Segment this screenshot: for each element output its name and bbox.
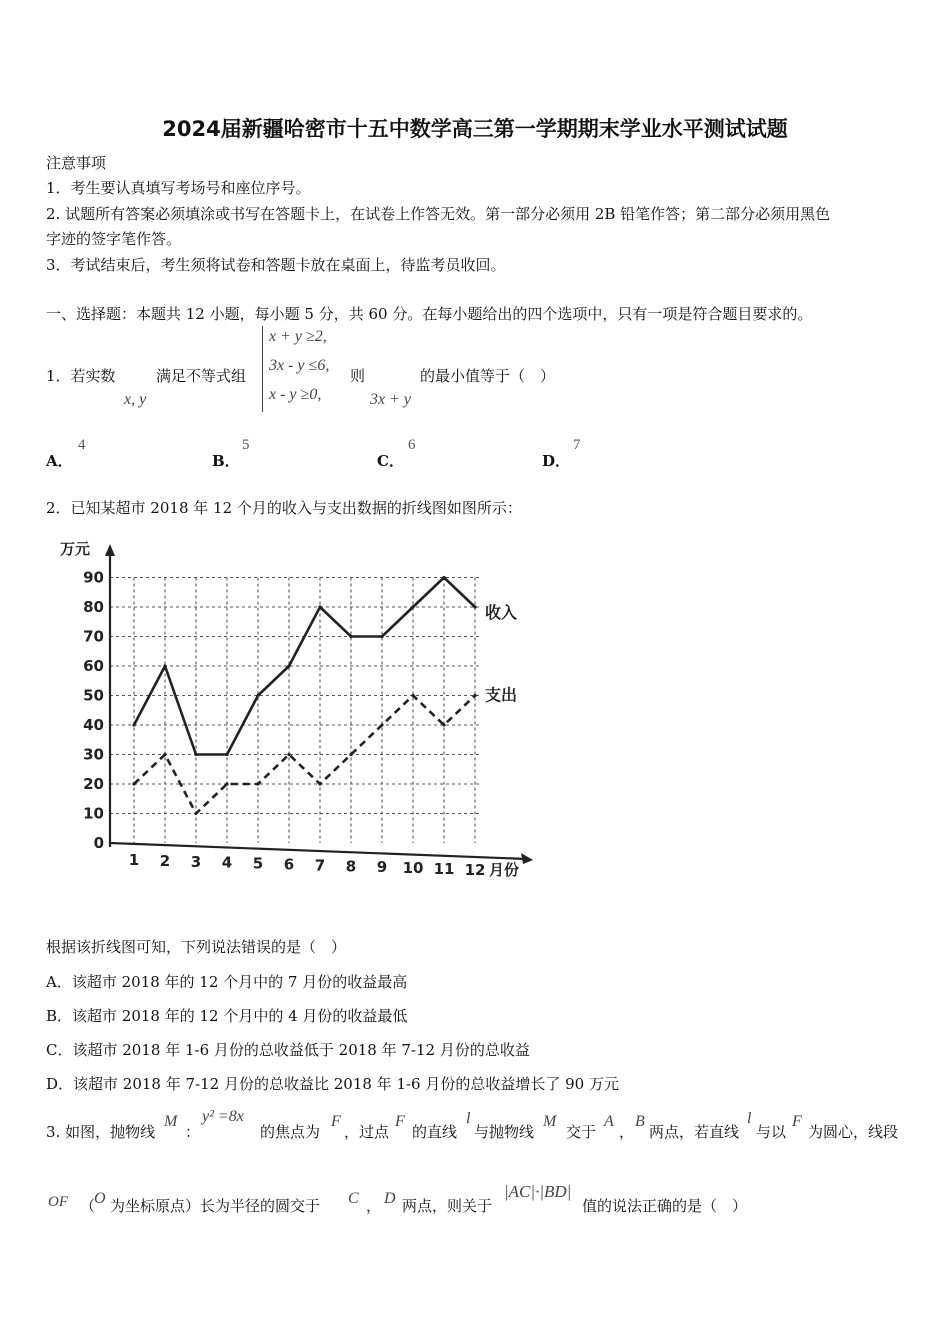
q3-var-c: C [348, 1190, 359, 1207]
section-heading: 一、选择题：本题共 12 小题，每小题 5 分，共 60 分。在每小题给出的四个选项中，只有一项是符合题目要求的。 [46, 305, 813, 323]
q1-option-c-letter: C． [377, 452, 404, 470]
x-tick-label: 3 [190, 852, 202, 871]
y-tick-label: 0 [93, 834, 104, 852]
data-point-income [318, 605, 321, 608]
notice-item-2-cont: 字迹的签字笔作答。 [46, 230, 182, 248]
q3-segment-of: OF [48, 1194, 68, 1210]
data-point-income [287, 664, 290, 667]
q1-option-b-letter: B． [212, 452, 240, 470]
q3-text-1: 3. 如图，抛物线 [46, 1123, 156, 1141]
q3-text-2: 的焦点为 [260, 1123, 321, 1141]
q2-option-c: C．该超市 2018 年 1-6 月份的总收益低于 2018 年 7-12 月份的总收益 [46, 1041, 530, 1059]
data-point-income [473, 605, 476, 608]
y-tick-label: 80 [83, 598, 104, 616]
legend-label-income: 收入 [485, 603, 518, 622]
notice-item-1: 1．考生要认真填写考场号和座位序号。 [46, 179, 311, 197]
data-point-expense [194, 812, 197, 815]
q3-var-f-3: F [792, 1113, 802, 1130]
x-tick-label: 5 [252, 854, 264, 873]
q3-var-o: O [94, 1190, 106, 1207]
q3-text-8: 与以 [756, 1123, 787, 1141]
q1-then: 则 [350, 367, 366, 385]
q1-mid: 满足不等式组 [156, 367, 247, 385]
q3-var-a: A [604, 1113, 614, 1130]
x-axis-arrow [521, 853, 533, 864]
x-tick-label: 1 [128, 851, 140, 869]
y-tick-label: 50 [83, 686, 104, 705]
notice-heading: 注意事项 [46, 154, 107, 172]
q3-text-13: 值的说法正确的是（ ） [582, 1197, 748, 1215]
x-tick-label: 6 [283, 855, 295, 874]
y-axis-title: 万元 [60, 540, 91, 558]
data-point-expense [163, 753, 166, 756]
q2-option-d: D．该超市 2018 年 7-12 月份的总收益比 2018 年 1-6 月份的总收益增长了 90 万元 [46, 1075, 619, 1093]
data-point-income [194, 753, 197, 756]
q3-var-b: B [635, 1113, 645, 1130]
x-tick-label: 2 [159, 851, 171, 870]
q1-inequality-system [262, 326, 351, 412]
data-point-income [442, 576, 445, 579]
q3-var-m-2: M [543, 1113, 557, 1130]
y-tick-label: 10 [83, 804, 104, 823]
q2-stem: 2．已知某超市 2018 年 12 个月的收入与支出数据的折线图如图所示： [46, 499, 522, 517]
legend-label-expense: 支出 [485, 685, 518, 705]
q1-ineq-1: x + y ≥2, [269, 328, 327, 345]
q1-option-d-letter: D． [542, 452, 571, 470]
data-point-expense [225, 782, 228, 785]
q3-text-5: 与抛物线 [474, 1123, 535, 1141]
y-tick-label: 60 [83, 657, 104, 675]
x-tick-label: 10 [402, 859, 424, 878]
q3-var-l-2: l [747, 1110, 752, 1127]
data-point-expense [380, 723, 383, 726]
q3-var-f: F [331, 1113, 341, 1130]
x-tick-label: 9 [376, 858, 388, 877]
q3-text-7: 两点，若直线 [649, 1123, 740, 1141]
q1-option-a-value: 4 [78, 437, 86, 453]
x-axis-title: 月份 [489, 861, 520, 879]
data-point-expense [287, 753, 290, 756]
data-point-income [380, 635, 383, 638]
q1-option-d-value: 7 [573, 437, 581, 453]
q3-colon: ： [185, 1123, 201, 1141]
data-point-expense [442, 723, 445, 726]
q3-text-11: 为坐标原点）长为半径的圆交于 [110, 1197, 321, 1215]
q2-option-b: B．该超市 2018 年的 12 个月中的 4 月份的收益最低 [46, 1007, 408, 1025]
y-tick-label: 70 [83, 627, 104, 646]
x-tick-label: 8 [345, 857, 357, 876]
data-point-expense [349, 753, 352, 756]
data-point-income [256, 694, 259, 697]
page-title: 2024届新疆哈密市十五中数学高三第一学期期末学业水平测试试题 [162, 117, 788, 141]
q3-text-12: 两点，则关于 [402, 1197, 493, 1215]
q3-var-f-2: F [395, 1113, 405, 1130]
income-expense-line-chart [52, 532, 542, 887]
q1-ineq-2: 3x - y ≤6, [269, 357, 330, 374]
q3-var-m: M [164, 1113, 178, 1130]
q1-option-a-letter: A． [46, 452, 73, 470]
y-tick-label: 90 [83, 568, 104, 587]
q1-ineq-3: x - y ≥0, [269, 386, 322, 403]
notice-item-2: 2. 试题所有答案必须填涂或书写在答题卡上，在试卷上作答无效。第一部分必须用 2B 铅笔作答；第二部分必须用黑色 [46, 205, 831, 223]
q3-comma-2: ， [366, 1197, 382, 1215]
q3-text-3: ，过点 [344, 1123, 390, 1141]
q1-suffix: 的最小值等于（ ） [420, 367, 556, 385]
x-tick-label: 7 [314, 856, 326, 875]
q3-text-6: 交于 [566, 1123, 597, 1141]
q3-var-d: D [384, 1190, 396, 1207]
x-tick-label: 12 [464, 860, 486, 879]
q1-expression: 3x + y [370, 391, 411, 408]
q3-product-expression: |AC|·|BD| [504, 1182, 572, 1201]
q3-text-10: （ [80, 1197, 96, 1215]
x-tick-label: 4 [221, 853, 233, 872]
data-point-income [163, 664, 166, 667]
data-point-income [225, 753, 228, 756]
q1-option-c-value: 6 [408, 437, 416, 453]
q2-option-a: A．该超市 2018 年的 12 个月中的 7 月份的收益最高 [46, 973, 408, 991]
q1-option-b-value: 5 [242, 437, 250, 453]
data-point-income [349, 635, 352, 638]
chart-grid [110, 578, 481, 844]
q1-prefix: 1．若实数 [46, 367, 116, 385]
q1-vars: x, y [124, 391, 147, 408]
data-point-income [411, 605, 414, 608]
chart-axes [105, 544, 533, 864]
data-point-expense [318, 782, 321, 785]
q2-question: 根据该折线图可知，下列说法错误的是（ ） [46, 938, 347, 956]
data-point-expense [256, 782, 259, 785]
data-point-expense [132, 782, 135, 785]
data-point-expense [411, 694, 414, 697]
q3-text-9: 为圆心，线段 [808, 1123, 899, 1141]
q3-parabola-equation: y² =8x [202, 1108, 244, 1125]
q3-text-4: 的直线 [412, 1123, 458, 1141]
y-tick-label: 40 [83, 716, 104, 734]
x-tick-label: 11 [433, 860, 455, 878]
y-axis-arrow [105, 544, 115, 556]
y-tick-label: 30 [83, 745, 104, 764]
data-point-expense [473, 694, 476, 697]
notice-item-3: 3．考试结束后，考生须将试卷和答题卡放在桌面上，待监考员收回。 [46, 256, 506, 274]
data-point-income [132, 723, 135, 726]
q3-comma: ， [619, 1123, 635, 1141]
q3-var-l: l [466, 1110, 471, 1127]
y-tick-label: 20 [83, 775, 104, 793]
